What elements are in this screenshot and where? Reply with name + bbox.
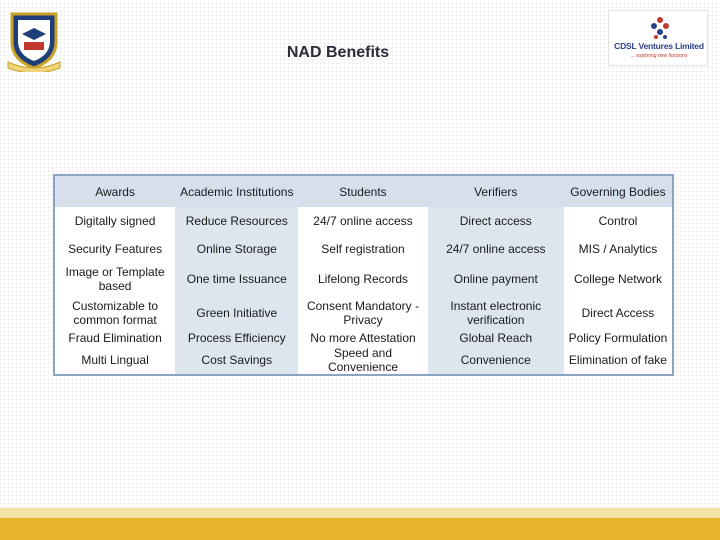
- table-cell: Convenience: [428, 346, 564, 375]
- table-cell: Global Reach: [428, 330, 564, 346]
- table-row: [54, 330, 673, 346]
- table-cell: No more Attestation: [298, 330, 427, 346]
- page-title: NAD Benefits: [286, 44, 390, 61]
- table-cell: Policy Formulation: [564, 330, 673, 346]
- table-cell: Reduce Resources: [175, 207, 298, 234]
- table-cell: Digitally signed: [54, 207, 175, 234]
- footer-band-light: [0, 508, 720, 518]
- table-cell: Process Efficiency: [175, 330, 298, 346]
- table-row: [54, 295, 673, 330]
- table-row: [54, 207, 673, 234]
- table-cell: College Network: [564, 263, 673, 295]
- benefits-table: [53, 174, 674, 376]
- company-tagline: ... exploring new horizons: [630, 53, 688, 59]
- table-cell: Green Initiative: [175, 295, 298, 330]
- table-cell: One time Issuance: [175, 263, 298, 295]
- table-cell: Cost Savings: [175, 346, 298, 375]
- table-cell: Direct Access: [564, 295, 673, 330]
- header-students: Students: [298, 175, 427, 207]
- table-cell: Elimination of fake: [564, 346, 673, 375]
- header-awards: Awards: [54, 175, 175, 207]
- table-cell: Control: [564, 207, 673, 234]
- table-cell: Online payment: [428, 263, 564, 295]
- table-cell: Customizable to common format: [54, 295, 175, 330]
- cdsl-ventures-logo-icon: [647, 15, 673, 41]
- table-cell: Lifelong Records: [298, 263, 427, 295]
- table-cell: Fraud Elimination: [54, 330, 175, 346]
- institute-crest-icon: [6, 8, 62, 72]
- table-cell: Consent Mandatory - Privacy: [298, 295, 427, 330]
- company-name: CDSL Ventures Limited: [614, 41, 704, 51]
- header-academic-institutions: Academic Institutions: [175, 175, 298, 207]
- table-cell: Multi Lingual: [54, 346, 175, 375]
- table-cell: Direct access: [428, 207, 564, 234]
- table-row: [54, 263, 673, 295]
- table-row: [54, 346, 673, 375]
- header-verifiers: Verifiers: [428, 175, 564, 207]
- table-cell: 24/7 online access: [298, 207, 427, 234]
- table-cell: 24/7 online access: [428, 234, 564, 263]
- table-cell: Instant electronic verification: [428, 295, 564, 330]
- table-row: [54, 234, 673, 263]
- table-cell: MIS / Analytics: [564, 234, 673, 263]
- table-header-row: [54, 175, 673, 207]
- table-cell: Image or Template based: [54, 263, 175, 295]
- table-cell: Security Features: [54, 234, 175, 263]
- table-cell: Self registration: [298, 234, 427, 263]
- table-cell: Online Storage: [175, 234, 298, 263]
- footer-band-gold: [0, 518, 720, 540]
- table-cell: Speed and Convenience: [298, 346, 427, 375]
- header-governing-bodies: Governing Bodies: [564, 175, 673, 207]
